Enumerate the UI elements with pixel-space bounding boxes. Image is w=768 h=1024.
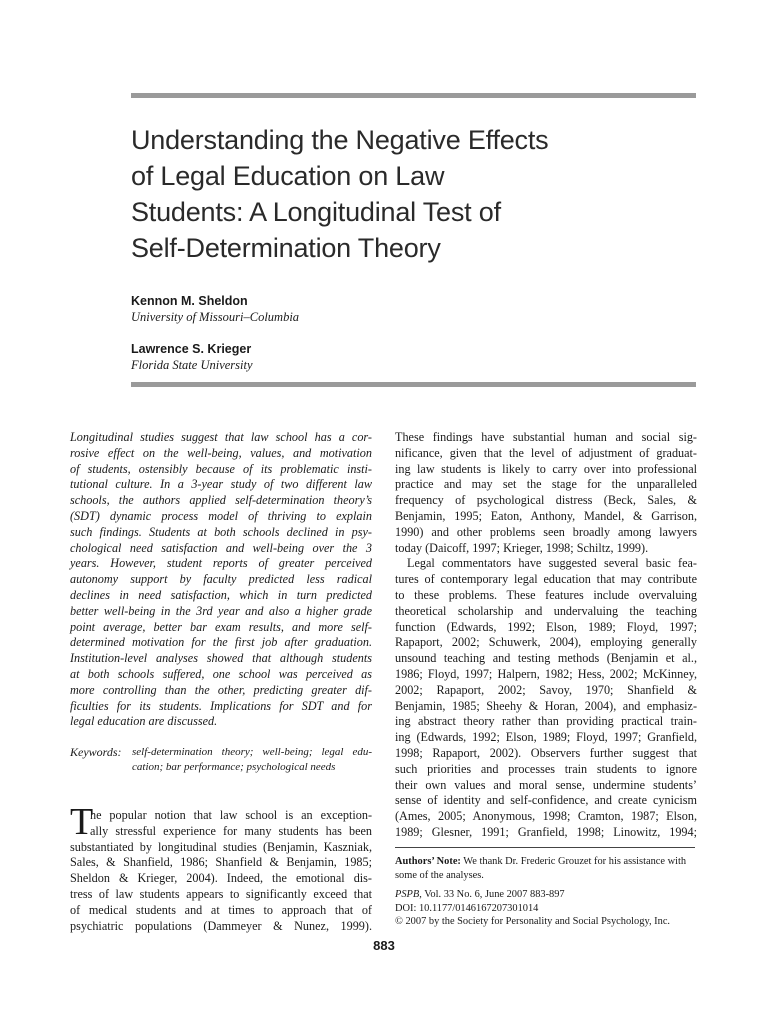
abstract-line: chological need satisfaction and well-being over the 3	[70, 540, 372, 555]
body-line: These findings have substantial human and social sig-	[395, 430, 697, 444]
body-line: frequency of psychological distress (Beck, Sales, &	[395, 493, 697, 508]
body-line: Rapaport, 2002; Schuwerk, 2004), employing generally	[395, 635, 697, 650]
author-block	[131, 293, 631, 325]
body-line: 1998; Rapaport, 2002). Observers further suggest that	[395, 745, 697, 760]
author-block	[131, 341, 631, 373]
page-number: 883	[373, 938, 395, 953]
doi: DOI: 10.1177/0146167207301014	[395, 902, 539, 914]
body-line: sense of identity and self-confidence, and create cynicism	[395, 793, 697, 808]
body-line: Benjamin, 1995; Eaton, Anthony, Mandel, & Garrison,	[395, 508, 697, 523]
body-line: Legal commentators have suggested several basic fea-	[407, 556, 697, 571]
body-line: of medical students and at times to approach that of	[70, 902, 372, 917]
body-line: ing abstract theory rather than providing practical train-	[395, 714, 697, 729]
body-line: tures of contemporary legal education that may contribute	[395, 572, 697, 587]
abstract-line: rosive effect on the well-being, values, and motivation	[70, 445, 372, 460]
title-line: Self-Determination Theory	[131, 233, 441, 263]
keywords-line: cation; bar performance; psychological needs	[132, 761, 336, 774]
body-line: (Ames, 2005; Anonymous, 1998; Cramton, 1987; Elson,	[395, 809, 697, 824]
authors-note-text: some of the analyses.	[395, 869, 484, 881]
abstract-line: autonomy support by faculty predicted less radical	[70, 572, 372, 587]
abstract-line: schools, the authors applied self-determination theory’s	[70, 493, 372, 508]
body-line: substantiated by longitudinal studies (Benjamin, Kaszniak,	[70, 839, 372, 854]
abstract-line: of students, ostensibly because of its problematic insti-	[70, 461, 372, 476]
abstract-line: ficulties for its students. Implications for SDT and for	[70, 698, 372, 713]
abstract-line: legal education are discussed.	[70, 714, 218, 729]
author-name: Lawrence S. Krieger	[131, 342, 252, 356]
keywords-label: Keywords:	[70, 745, 122, 759]
body-line: function (Edwards, 1992; Elson, 1989; Floyd, 1997;	[395, 619, 697, 634]
body-line: theoretical scholarship and undervaluing the teaching	[395, 603, 697, 618]
body-line: ing law students is likely to carry over into professional	[395, 461, 697, 476]
body-line: nificance, given that the level of adjustment of graduat-	[395, 445, 697, 460]
abstract	[70, 430, 372, 730]
citation	[395, 888, 700, 902]
abstract-line: such findings. Students at both schools declined in psy-	[70, 524, 372, 539]
author-affiliation: Florida State University	[131, 358, 253, 372]
abstract-line: point average, better bar exam results, and more self-	[70, 619, 372, 634]
body-line: Benjamin, 1985; Sheehy & Horan, 2004), and emphasiz-	[395, 698, 697, 713]
body-line: today (Daicoff, 1997; Krieger, 1998; Schiltz, 1999).	[395, 540, 649, 555]
body-line: ally stressful experience for many students has been	[90, 823, 372, 838]
body-line: psychiatric populations (Dammeyer & Nunez, 1999).	[70, 918, 372, 933]
body-line: tress of law students appears to significantly exceed that	[70, 886, 372, 901]
title-line: of Legal Education on Law	[131, 161, 445, 191]
journal-abbrev: PSPB	[395, 889, 420, 901]
title-line: Students: A Longitudinal Test of	[131, 197, 501, 227]
title-line: Understanding the Negative Effects	[131, 125, 549, 155]
abstract-line: more controlling than the other, predicting greater dif-	[70, 682, 372, 697]
body-line: such priorities and processes train students to ignore	[395, 761, 697, 776]
footnotes	[395, 855, 700, 929]
right-column	[395, 430, 697, 841]
citation-text: , Vol. 33 No. 6, June 2007 883-897	[419, 889, 565, 901]
body-line: their own values and moral sense, undermine students’	[395, 777, 697, 792]
body-line: to these problems. These features include overvaluing	[395, 587, 697, 602]
keywords-line: self-determination theory; well-being; legal edu-	[132, 746, 372, 758]
body-line: ing (Edwards, 1992; Elson, 1989; Floyd, 1997; Granfield,	[395, 730, 697, 745]
body-line: 1989; Glesner, 1991; Granfield, 1998; Linowitz, 1994;	[395, 824, 697, 839]
body-line: 1990) and other problems seen broadly among lawyers	[395, 524, 697, 539]
body-line: he popular notion that law school is an exception-	[90, 808, 372, 822]
footnote-rule	[395, 847, 695, 848]
author-name: Kennon M. Sheldon	[131, 294, 248, 308]
article-title	[131, 122, 651, 266]
body-line: 2002; Rapaport, 2002; Savoy, 1970; Shanfield &	[395, 682, 697, 697]
intro-paragraph	[70, 801, 372, 934]
author-affiliation: University of Missouri–Columbia	[131, 310, 300, 324]
authors-note-text: We thank Dr. Frederic Grouzet for his assistance with	[460, 856, 687, 867]
abstract-line: tutional culture. In a 3-year study of two different law	[70, 477, 372, 492]
authors-note-label: Authors’ Note:	[395, 856, 461, 867]
abstract-line: better well-being in the 3rd year and also a higher grade	[70, 603, 372, 618]
abstract-line: determined motivation for the first job after graduation.	[70, 635, 372, 650]
drop-cap: T	[70, 801, 94, 843]
keywords-text	[132, 745, 372, 776]
body-line: practice and may set the stage for the unparalleled	[395, 477, 697, 492]
abstract-line: declines in need satisfaction, which in turn predicted	[70, 587, 372, 602]
body-line: 1986; Floyd, 1997; Halpern, 1982; Hess, 2002; McKinney,	[395, 666, 697, 681]
abstract-line: at both schools suffered, one school was perceived as	[70, 666, 372, 681]
section-rule	[131, 382, 696, 387]
abstract-line: Longitudinal studies suggest that law school has a cor-	[70, 430, 372, 444]
abstract-line: years. However, student reports of greater perceived	[70, 556, 372, 571]
authors-note	[395, 855, 700, 869]
body-line: Sheldon & Krieger, 2004). Indeed, the emotional dis-	[70, 871, 372, 886]
copyright: © 2007 by the Society for Personality and Social Psychology, Inc.	[395, 916, 671, 928]
body-line: unsound teaching and testing methods (Benjamin et al.,	[395, 651, 697, 666]
abstract-line: Institution-level analyses showed that although students	[70, 651, 372, 666]
top-rule	[131, 93, 696, 98]
body-line: Sales, & Shanfield, 1986; Shanfield & Benjamin, 1985;	[70, 855, 372, 870]
abstract-line: (SDT) dynamic process model of thriving to explain	[70, 508, 372, 523]
